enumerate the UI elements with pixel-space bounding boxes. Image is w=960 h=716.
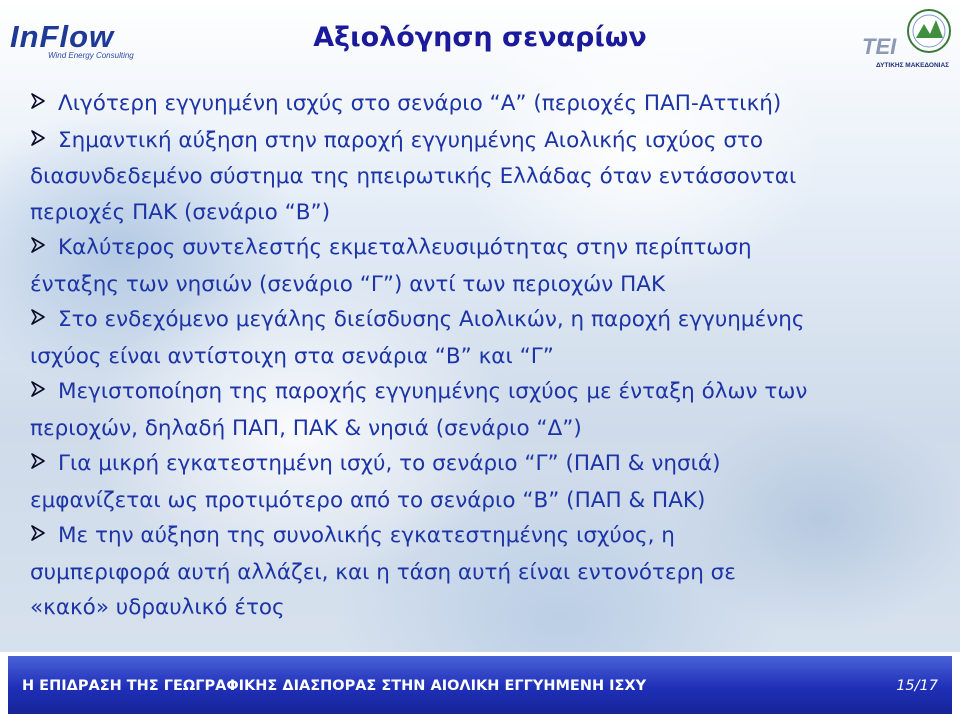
arrow-bullet-icon [30,519,58,555]
bullet-text: Στο ενδεχόμενο μεγάλης διείσδυσης Αιολικών, η παροχή εγγυημένης [58,307,805,332]
bullet-line [30,518,942,555]
bullet-line [30,230,942,267]
bullet-text: περιοχών, δηλαδή ΠΑΠ, ΠΑΚ & νησιά (σενάριο “Δ”) [30,415,582,441]
arrow-bullet-icon [30,231,58,267]
bullet-line [30,555,942,591]
bullet-text: Καλύτερος συντελεστής εκμεταλλευσιμότητας στην περίπτωση [58,235,752,260]
bullet-text: Για μικρή εγκατεστημένη ισχύ, το σενάριο “Γ” (ΠΑΠ & νησιά) [58,451,721,476]
tei-logo-label: ΔΥΤΙΚΗΣ ΜΑΚΕΔΟΝΙΑΣ [876,62,950,69]
bullet-line [30,195,942,231]
page-number: 15/17 [896,678,938,694]
arrow-bullet-icon [30,375,58,411]
arrow-bullet-icon [30,447,58,483]
bullet-text: Με την αύξηση της συνολικής εγκατεστημένης ισχύος, η [58,523,675,548]
bullet-list [30,86,942,626]
tei-logo [862,8,954,72]
slide-header [0,0,960,80]
bullet-text: «κακό» υδραυλικό έτος [30,595,285,620]
bullet-text: εμφανίζεται ως προτιμότερο από το σενάριο “Β” (ΠΑΠ & ΠΑΚ) [30,487,706,513]
tei-logo-text: ΤΕΙ [862,34,897,59]
bullet-text: Λιγότερη εγγυημένη ισχύς στο σενάριο “Α” (περιοχές ΠΑΠ-Αττική) [58,91,782,116]
bullet-line [30,411,942,447]
tei-emblem-icon [906,8,952,54]
bullet-line [30,590,942,626]
arrow-bullet-icon [30,87,58,123]
bullet-line [30,86,942,123]
arrow-bullet-icon [30,124,58,160]
bullet-line [30,267,942,303]
slide-title: Αξιολόγηση σεναρίων [313,22,647,53]
bullet-line [30,302,942,339]
footer-bar [8,656,952,714]
arrow-bullet-icon [30,303,58,339]
footer-title: Η ΕΠΙΔΡΑΣΗ ΤΗΣ ΓΕΩΓΡΑΦΙΚΗΣ ΔΙΑΣΠΟΡΑΣ ΣΤΗΝ ΑΙΟΛΙΚΗ ΕΓΓΥΗΜΕΝΗ ΙΣΧΥ [22,678,647,694]
bullet-line [30,339,942,375]
bullet-line [30,159,942,195]
bullet-line [30,483,942,519]
bullet-line [30,123,942,160]
bullet-text: διασυνδεδεμένο σύστημα της ηπειρωτικής Ελλάδας όταν εντάσσονται [30,164,797,189]
bullet-text: συμπεριφορά αυτή αλλάζει, και η τάση αυτή είναι εντονότερη σε [30,559,736,585]
logo-brand-text: InFlow [10,19,115,54]
logo-tagline: Wind Energy Consulting [48,51,134,60]
bullet-text: ισχύος είναι αντίστοιχη στα σενάρια “Β” και “Γ” [30,343,554,369]
bullet-text: ένταξης των νησιών (σενάριο “Γ”) αντί των περιοχών ΠΑΚ [30,271,666,297]
slide-footer [0,652,960,716]
bullet-line [30,374,942,411]
inflow-logo [10,19,190,60]
bullet-line [30,446,942,483]
bullet-text: Μεγιστοποίηση της παροχής εγγυημένης ισχύος με ένταξη όλων των [58,379,808,404]
bullet-text: Σημαντική αύξηση στην παροχή εγγυημένης Αιολικής ισχύος στο [58,127,764,153]
bullet-text: περιοχές ΠΑΚ (σενάριο “Β”) [30,199,331,225]
